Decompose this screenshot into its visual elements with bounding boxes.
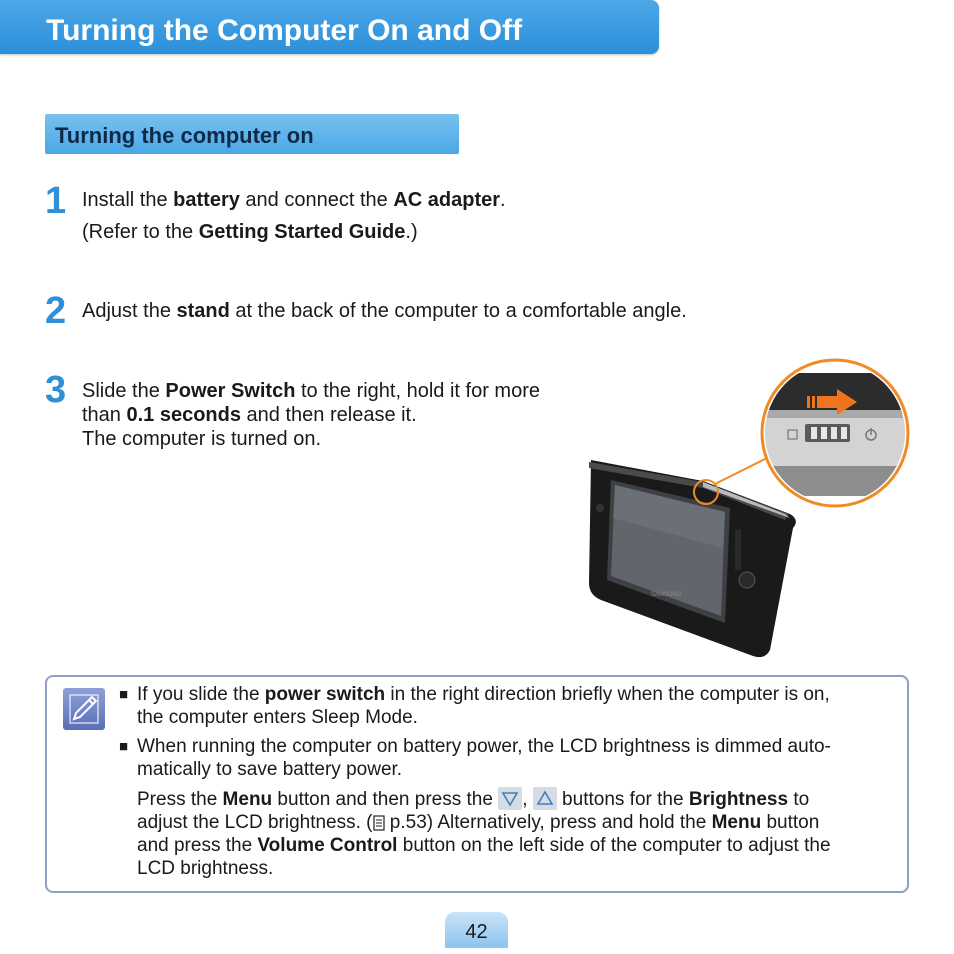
bold-term: power switch — [264, 684, 386, 705]
bold-term: 0.1 seconds — [126, 404, 241, 426]
note-box — [45, 675, 909, 893]
device-brand: SAMSUNG — [651, 592, 682, 598]
note-item — [117, 683, 907, 729]
text-run: . — [500, 189, 506, 211]
bold-term: Volume Control — [257, 835, 398, 856]
text-run: in the right direction briefly when the computer is on, — [385, 684, 830, 705]
power-switch-zoom — [755, 358, 910, 518]
bold-term: Menu — [222, 789, 273, 810]
text-run: the computer enters Sleep Mode. — [137, 707, 418, 728]
step-text-3 — [82, 379, 540, 451]
note-line — [137, 834, 907, 857]
step-number-2: 2 — [45, 290, 67, 332]
section-title: Turning the computer on — [55, 123, 314, 148]
text-run: button — [761, 812, 820, 833]
tablet-device — [589, 460, 796, 657]
zoom-connector — [715, 456, 771, 484]
text-run: If you slide the — [137, 684, 265, 705]
text-run: Press the — [137, 789, 223, 810]
note-line — [137, 706, 907, 729]
note-line — [137, 787, 907, 811]
bold-term: AC adapter — [393, 189, 501, 211]
text-run: (Refer to the — [82, 221, 199, 243]
text-run: .) — [405, 221, 418, 243]
text-run: to — [788, 789, 810, 810]
step-text-1 — [82, 188, 506, 244]
text-run: The computer is turned on. — [82, 428, 322, 450]
bold-term: Menu — [711, 812, 762, 833]
text-run: at the back of the computer to a comfortable angle. — [229, 300, 687, 322]
brightness-up-button-icon — [533, 787, 557, 810]
note-line — [137, 683, 907, 706]
step-line — [82, 379, 540, 403]
text-run: Adjust the — [82, 300, 177, 322]
brightness-down-button-icon — [498, 787, 522, 810]
step-number-3: 3 — [45, 369, 67, 411]
text-run: Slide the — [82, 380, 166, 402]
step-line — [82, 299, 687, 323]
text-run: matically to save battery power. — [137, 759, 403, 780]
note-paragraph — [137, 735, 907, 781]
step-text-2 — [82, 299, 687, 323]
step-number-1: 1 — [45, 180, 67, 222]
bullet-square: ■ — [119, 686, 129, 703]
page-number: 42 — [465, 921, 488, 943]
section-bar — [45, 114, 459, 154]
note-text — [117, 683, 907, 886]
title-bar — [0, 0, 659, 54]
text-run: to the right, hold it for more — [295, 380, 540, 402]
text-run: than — [82, 404, 127, 426]
text-run: LCD brightness. — [137, 858, 274, 879]
text-run: and connect the — [239, 189, 394, 211]
text-run: adjust the LCD brightness. ( — [137, 812, 373, 833]
device-illustration — [585, 358, 910, 660]
step-line — [82, 188, 506, 212]
note-line — [137, 857, 907, 880]
bold-term: stand — [176, 300, 230, 322]
step-line — [82, 403, 540, 427]
text-run: button on the left side of the computer to adjust the — [397, 835, 831, 856]
manual-reference-icon — [373, 814, 385, 830]
text-run: Install the — [82, 189, 174, 211]
note-paragraph — [137, 787, 907, 880]
text-run: , — [522, 789, 533, 810]
text-run: and then release it. — [241, 404, 417, 426]
text-run: buttons for the — [556, 789, 689, 810]
memo-pencil-icon — [63, 688, 105, 730]
page-title: Turning the Computer On and Off — [46, 14, 523, 47]
bullet-square: ■ — [119, 738, 129, 755]
bold-term: Power Switch — [165, 380, 296, 402]
note-paragraph — [137, 683, 907, 729]
note-line — [137, 758, 907, 781]
text-run: button and then press the — [272, 789, 499, 810]
text-run: When running the computer on battery power, the LCD brightness is dimmed auto- — [137, 736, 831, 757]
text-run: and press the — [137, 835, 258, 856]
note-line — [137, 735, 907, 758]
bold-term: battery — [173, 189, 240, 211]
step-line — [82, 220, 506, 244]
text-run: p.53) Alternatively, press and hold the — [384, 812, 712, 833]
note-item — [117, 735, 907, 880]
step-line — [82, 427, 540, 451]
note-line — [137, 811, 907, 834]
bold-term: Brightness — [688, 789, 789, 810]
bold-term: Getting Started Guide — [198, 221, 406, 243]
page-number-tab — [445, 912, 508, 948]
